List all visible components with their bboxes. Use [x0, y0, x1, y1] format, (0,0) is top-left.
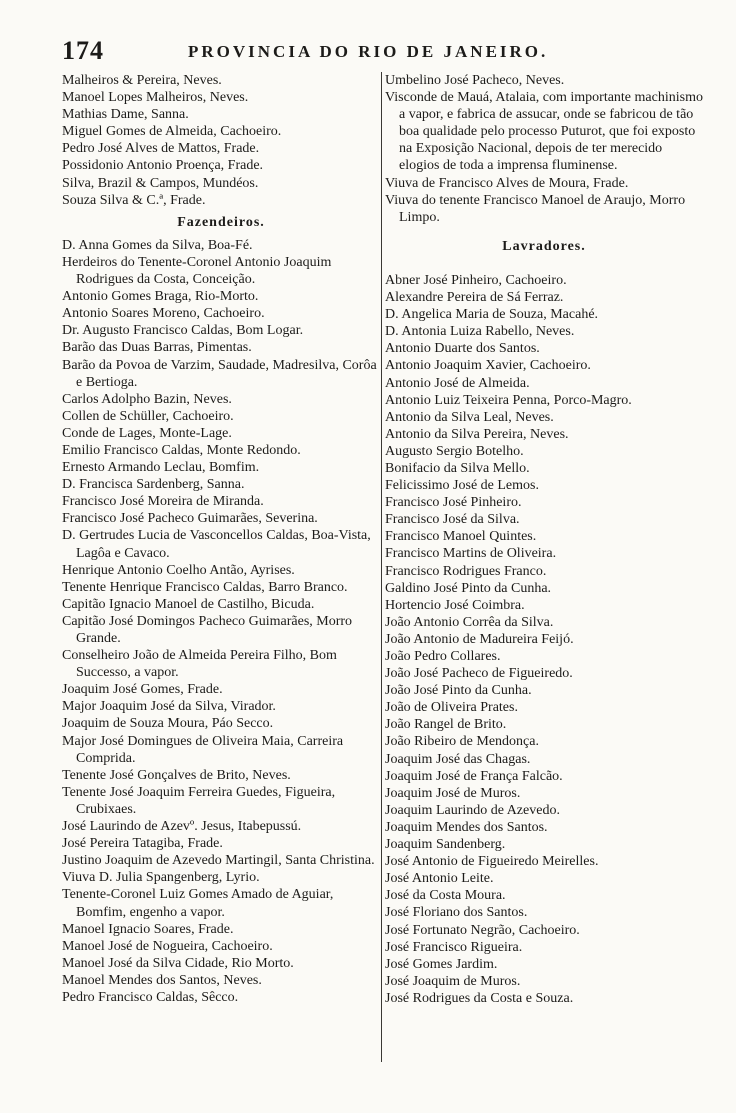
list-entry: D. Gertrudes Lucia de Vasconcellos Caldas, Boa-Vista, Lagôa e Cavaco. [62, 528, 371, 561]
list-entry: José Rodrigues da Costa e Souza. [385, 990, 574, 1006]
list-entry: Antonio Soares Moreno, Cachoeiro. [62, 306, 265, 322]
list-entry: Major José Domingues de Oliveira Maia, Carreira Comprida. [62, 733, 344, 766]
list-entry: Viuva de Francisco Alves de Moura, Frade. [385, 175, 629, 191]
list-entry: José Antonio de Figueiredo Meirelles. [385, 854, 599, 870]
list-entry: Capitão José Domingos Pacheco Guimarães, Morro Grande. [62, 613, 353, 646]
list-entry: Conde de Lages, Monte-Lage. [62, 425, 232, 441]
column-divider [381, 72, 382, 1062]
list-entry: Francisco José Moreira de Miranda. [62, 494, 264, 510]
list-entry: Bonifacio da Silva Mello. [385, 460, 530, 476]
left-column [62, 72, 380, 1006]
list-entry: Antonio Luiz Teixeira Penna, Porco-Magro. [385, 392, 632, 408]
list-entry: José Joaquim de Muros. [385, 973, 521, 989]
list-entry: Visconde de Mauá, Atalaia, com importante machinismo a vapor, e fabrica de assucar, onde se fabricou de tão boa qualidade pelo processo Puturot, que foi exposto na Exposição Nacional, depois de ter merecido elogios de toda a imprensa fluminense. [385, 90, 703, 174]
list-entry: Carlos Adolpho Bazin, Neves. [62, 391, 232, 407]
list-entry: Francisco Manoel Quintes. [385, 529, 537, 545]
list-entry: Joaquim Laurindo de Azevedo. [385, 802, 560, 818]
list-entry: João Rangel de Brito. [385, 717, 507, 733]
list-entry: Emilio Francisco Caldas, Monte Redondo. [62, 442, 301, 458]
list-entry: Francisco Rodrigues Franco. [385, 563, 547, 579]
list-entry: Silva, Brazil & Campos, Mundéos. [62, 175, 259, 191]
list-entry: Pedro Francisco Caldas, Sêcco. [62, 989, 239, 1005]
list-entry: José Pereira Tatagiba, Frade. [62, 836, 223, 852]
list-entry: Justino Joaquim de Azevedo Martingil, Santa Christina. [62, 853, 375, 869]
list-entry: Joaquim Mendes dos Santos. [385, 819, 548, 835]
list-entry: Viuva D. Julia Spangenberg, Lyrio. [62, 870, 260, 886]
list-entry: Abner José Pinheiro, Cachoeiro. [385, 272, 567, 288]
list-entry: Ernesto Armando Leclau, Bomfim. [62, 460, 260, 476]
list-entry: Antonio José de Almeida. [385, 375, 530, 391]
list-entry: João Pedro Collares. [385, 649, 501, 664]
list-entry: D. Francisca Sardenberg, Sanna. [62, 477, 245, 493]
list-entry: Joaquim de Souza Moura, Páo Secco. [62, 716, 274, 732]
list-entry: Tenente-Coronel Luiz Gomes Amado de Aguiar, Bomfim, engenho a vapor. [62, 887, 334, 920]
list-entry: Manoel José da Silva Cidade, Rio Morto. [62, 955, 294, 971]
right-top-list [385, 72, 703, 226]
list-entry: Possidonio Antonio Proença, Frade. [62, 158, 264, 174]
list-entry: José Gomes Jardim. [385, 956, 498, 972]
list-entry: Tenente Henrique Francisco Caldas, Barro Branco. [62, 579, 348, 595]
list-entry: Malheiros & Pereira, Neves. [62, 73, 222, 88]
list-entry: Antonio da Silva Pereira, Neves. [385, 426, 569, 442]
fazendeiros-list [62, 237, 380, 1006]
list-entry: João Antonio Corrêa da Silva. [385, 614, 554, 630]
list-entry: Mathias Dame, Sanna. [62, 107, 189, 123]
page-header [62, 36, 712, 76]
list-entry: Umbelino José Pacheco, Neves. [385, 73, 565, 88]
right-column [385, 72, 703, 1007]
list-entry: Joaquim José das Chagas. [385, 751, 531, 767]
list-entry: Joaquim José Gomes, Frade. [62, 682, 223, 698]
list-entry: Dr. Augusto Francisco Caldas, Bom Logar. [62, 323, 304, 339]
list-entry: Joaquim Sandenberg. [385, 837, 506, 853]
left-top-list [62, 72, 380, 209]
list-entry: Tenente José Joaquim Ferreira Guedes, Figueira, Crubixaes. [62, 784, 336, 817]
list-entry: José Francisco Rigueira. [385, 939, 523, 955]
list-entry: Antonio Gomes Braga, Rio-Morto. [62, 289, 259, 305]
list-entry: Manoel Mendes dos Santos, Neves. [62, 972, 262, 988]
list-entry: João José Pacheco de Figueiredo. [385, 666, 573, 682]
list-entry: Francisco José Pinheiro. [385, 495, 522, 511]
list-entry: Tenente José Gonçalves de Brito, Neves. [62, 767, 291, 783]
list-entry: Pedro José Alves de Mattos, Frade. [62, 141, 260, 157]
list-entry: Manoel José de Nogueira, Cachoeiro. [62, 938, 273, 954]
section-heading-fazendeiros: Fazendeiros. [177, 214, 265, 230]
list-entry: José Floriano dos Santos. [385, 905, 528, 921]
list-entry: Antonio da Silva Leal, Neves. [385, 409, 554, 425]
list-entry: Herdeiros do Tenente-Coronel Antonio Joaquim Rodrigues da Costa, Conceição. [62, 254, 332, 288]
list-entry: Capitão Ignacio Manoel de Castilho, Bicuda. [62, 596, 315, 612]
list-entry: José Fortunato Negrão, Cachoeiro. [385, 922, 580, 938]
list-entry: Manoel Lopes Malheiros, Neves. [62, 90, 249, 106]
list-entry: Francisco José Pacheco Guimarães, Severina. [62, 511, 318, 527]
list-entry: Alexandre Pereira de Sá Ferraz. [385, 290, 564, 306]
list-entry: João de Oliveira Prates. [385, 700, 518, 716]
list-entry: Miguel Gomes de Almeida, Cachoeiro. [62, 124, 282, 140]
list-entry: José Antonio Leite. [385, 871, 494, 887]
list-entry: Hortencio José Coimbra. [385, 597, 525, 613]
list-entry: Major Joaquim José da Silva, Virador. [62, 699, 276, 715]
running-title: PROVINCIA DO RIO DE JANEIRO. [188, 42, 549, 61]
list-entry: Francisco Martins de Oliveira. [385, 546, 557, 562]
list-entry: José Laurindo de Azevº. Jesus, Itabepussú. [62, 819, 302, 835]
list-entry: João Ribeiro de Mendonça. [385, 734, 539, 750]
section-heading-lavradores: Lavradores. [502, 238, 586, 254]
list-entry: Barão da Povoa de Varzim, Saudade, Madresilva, Corôa e Bertioga. [62, 357, 377, 390]
list-entry: D. Anna Gomes da Silva, Boa-Fé. [62, 237, 253, 253]
list-entry: Barão das Duas Barras, Pimentas. [62, 340, 252, 356]
page-number: 174 [62, 36, 104, 65]
list-entry: João Antonio de Madureira Feijó. [385, 631, 574, 647]
list-entry: Francisco José da Silva. [385, 512, 520, 528]
lavradores-list [385, 272, 703, 1007]
list-entry: Henrique Antonio Coelho Antão, Ayrises. [62, 562, 295, 578]
list-entry: Viuva do tenente Francisco Manoel de Araujo, Morro Limpo. [385, 192, 686, 225]
list-entry: Antonio Duarte dos Santos. [385, 341, 540, 357]
list-entry: Felicissimo José de Lemos. [385, 478, 539, 494]
list-entry: Manoel Ignacio Soares, Frade. [62, 921, 234, 937]
list-entry: Joaquim José de França Falcão. [385, 768, 563, 784]
list-entry: José da Costa Moura. [385, 888, 506, 904]
list-entry: Joaquim José de Muros. [385, 785, 521, 801]
list-entry: Galdino José Pinto da Cunha. [385, 580, 552, 596]
list-entry: Augusto Sergio Botelho. [385, 443, 524, 459]
list-entry: D. Angelica Maria de Souza, Macahé. [385, 307, 599, 323]
list-entry: D. Antonia Luiza Rabello, Neves. [385, 324, 575, 340]
list-entry: Antonio Joaquim Xavier, Cachoeiro. [385, 358, 591, 374]
list-entry: João José Pinto da Cunha. [385, 683, 532, 699]
list-entry: Souza Silva & C.ª, Frade. [62, 192, 206, 208]
list-entry: Conselheiro João de Almeida Pereira Filho, Bom Successo, a vapor. [62, 648, 337, 681]
list-entry: Collen de Schüller, Cachoeiro. [62, 408, 234, 424]
